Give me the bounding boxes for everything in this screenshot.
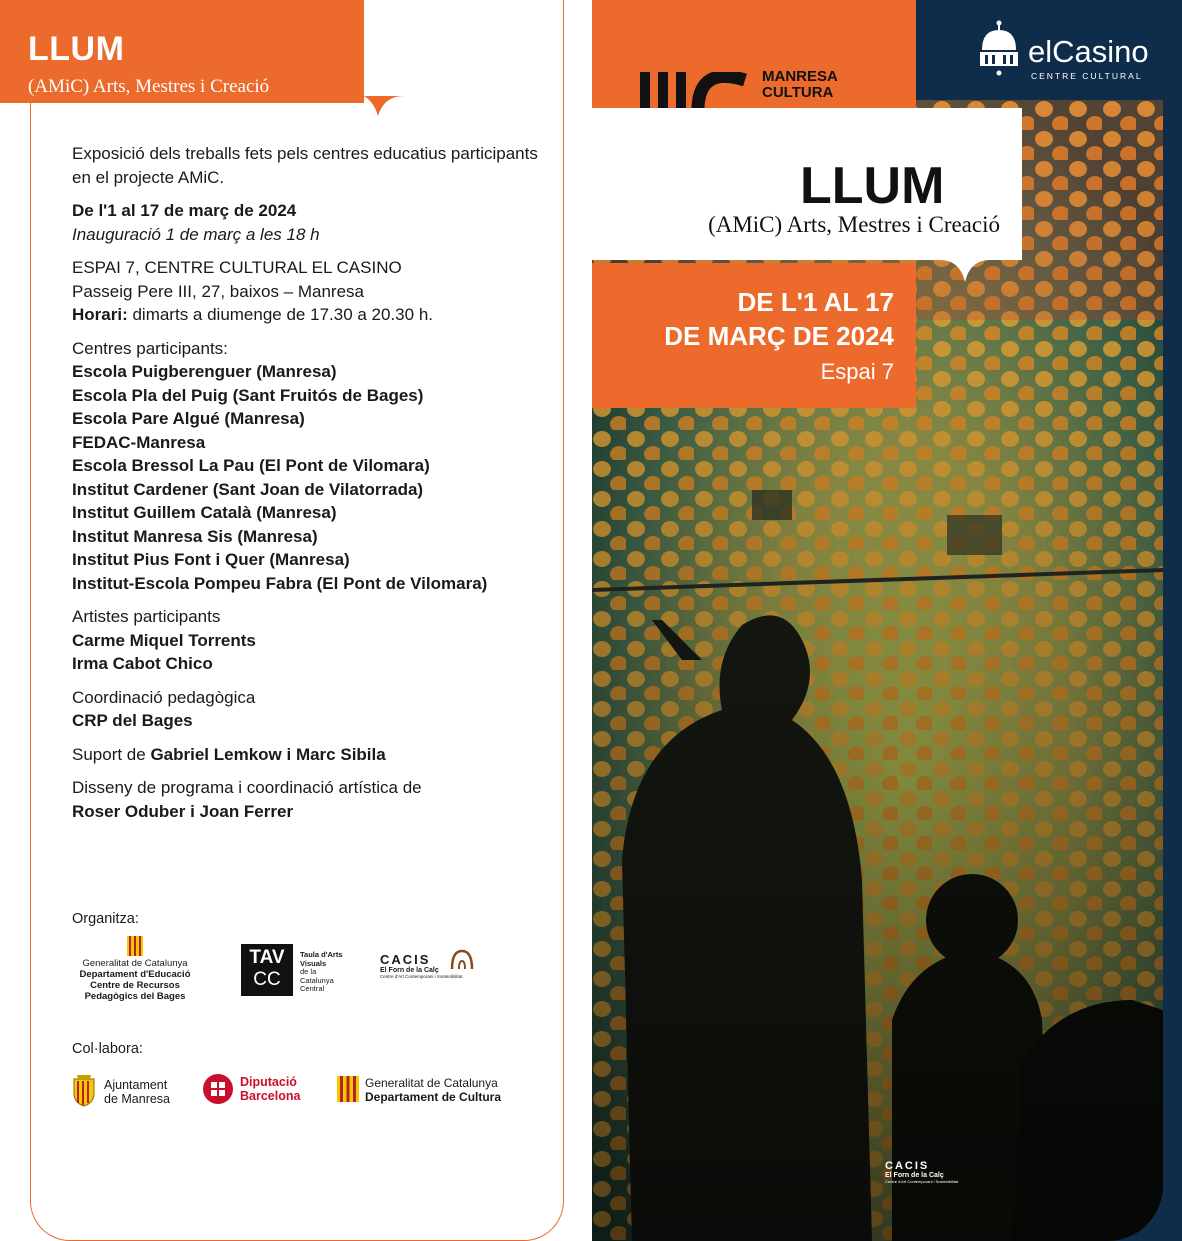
collabora-label: Col·labora: bbox=[72, 1041, 143, 1057]
centre-item: FEDAC-Manresa bbox=[72, 432, 206, 452]
coordination-value: CRP del Bages bbox=[72, 711, 193, 730]
gencat-line: Generalitat de Catalunya bbox=[82, 958, 188, 969]
venue-address: Passeig Pere III, 27, baixos – Manresa bbox=[72, 281, 364, 301]
space-label: Espai 7 bbox=[820, 359, 894, 384]
hours-label: Horari: bbox=[72, 305, 128, 324]
diputacio-line-2: Barcelona bbox=[240, 1089, 301, 1103]
header-notch-ornament bbox=[364, 96, 404, 116]
info-text-block bbox=[72, 142, 552, 833]
left-title: LLUM bbox=[28, 30, 125, 68]
right-title: LLUM bbox=[800, 157, 945, 215]
centre-item: Institut Cardener (Sant Joan de Vilatorrada) bbox=[72, 479, 424, 499]
centre-item: Institut-Escola Pompeu Fabra (El Pont de Vilomara) bbox=[72, 573, 488, 593]
tavcc-line: Catalunya bbox=[300, 975, 334, 985]
tavcc-line: de la bbox=[300, 967, 317, 976]
design-value: Roser Oduber i Joan Ferrer bbox=[72, 801, 294, 821]
senyera-icon bbox=[127, 936, 143, 956]
gencat-cultura-line-2: Departament de Cultura bbox=[365, 1090, 502, 1104]
kiln-icon bbox=[450, 949, 474, 971]
artists-label: Artistes participants bbox=[72, 607, 221, 626]
support-line bbox=[72, 743, 552, 767]
centre-item: Institut Guillem Català (Manresa) bbox=[72, 503, 337, 522]
casino-tagline: CENTRE CULTURAL bbox=[1031, 71, 1143, 81]
cacis-line2: Centre d'Art Contemporani i Sostenibilitat bbox=[380, 974, 463, 979]
centres-list bbox=[72, 360, 552, 595]
dates-text: De l'1 al 17 de març de 2024 bbox=[72, 201, 297, 220]
tavcc-mark-bottom: CC bbox=[253, 969, 281, 990]
centre-item: Institut Manresa Sis (Manresa) bbox=[72, 526, 318, 546]
support-label: Suport de bbox=[72, 744, 151, 764]
inauguration-text: Inauguració 1 de març a les 18 h bbox=[72, 224, 320, 244]
gencat-centre-line: Centre de Recursos bbox=[90, 980, 180, 991]
cacis-line1: El Forn de la Calç bbox=[380, 967, 439, 974]
cacis-name: CACIS bbox=[380, 952, 431, 967]
date-line-2: DE MARÇ DE 2024 bbox=[664, 321, 894, 351]
design-label: Disseny de programa i coordinació artística de bbox=[72, 778, 422, 797]
centre-item: Escola Pla del Puig (Sant Fruitós de Bages) bbox=[72, 385, 424, 405]
cacis-small-logo bbox=[885, 1160, 958, 1184]
senyera-icon bbox=[337, 1076, 359, 1102]
gencat-dept-line: Departament d'Educació bbox=[79, 969, 191, 980]
diputacio-emblem-icon bbox=[202, 1073, 234, 1105]
title-block-notch-ornament bbox=[940, 260, 990, 282]
left-subtitle: (AMiC) Arts, Mestres i Creació bbox=[28, 76, 270, 97]
diputacio-line: Diputació bbox=[240, 1075, 297, 1089]
tavcc-mark-top: TAV bbox=[249, 947, 285, 968]
left-header-banner bbox=[0, 0, 364, 103]
cacis-small-name: CACIS bbox=[885, 1160, 930, 1172]
centre-item: Institut Pius Font i Quer (Manresa) bbox=[72, 550, 350, 569]
gencat-educacio-logo bbox=[72, 936, 198, 1002]
artist-item: Irma Cabot Chico bbox=[72, 654, 213, 673]
cacis-logo bbox=[380, 952, 490, 979]
centres-label: Centres participants: bbox=[72, 338, 228, 358]
centre-item: Escola Pare Algué (Manresa) bbox=[72, 409, 305, 428]
tavcc-logo-mark bbox=[241, 944, 293, 996]
coordination-label: Coordinació pedagògica bbox=[72, 687, 256, 707]
centre-item: Escola Puigberenguer (Manresa) bbox=[72, 362, 337, 381]
ajuntament-line-2: de Manresa bbox=[104, 1092, 171, 1106]
casino-dome-icon bbox=[978, 20, 1020, 76]
tavcc-logo-text bbox=[300, 951, 342, 994]
mc-text-manresa: MANRESA bbox=[762, 68, 838, 85]
venue-name: ESPAI 7, CENTRE CULTURAL EL CASINO bbox=[72, 258, 402, 277]
venue-hours bbox=[72, 303, 552, 327]
ajuntament-line: Ajuntament bbox=[104, 1078, 168, 1092]
support-value: Gabriel Lemkow i Marc Sibila bbox=[150, 744, 386, 764]
artist-item: Carme Miquel Torrents bbox=[72, 630, 256, 650]
centre-item: Escola Bressol La Pau (El Pont de Vilomara) bbox=[72, 456, 430, 475]
tavcc-line: Central bbox=[300, 984, 325, 993]
gencat-cultura-line: Generalitat de Catalunya bbox=[365, 1076, 498, 1090]
organitza-label: Organitza: bbox=[72, 911, 139, 927]
manresa-shield-icon bbox=[70, 1073, 98, 1107]
tavcc-line: Taula d'Arts bbox=[300, 950, 343, 959]
date-line-1: DE L'1 AL 17 bbox=[737, 287, 894, 317]
hours-value: dimarts a diumenge de 17.30 a 20.30 h. bbox=[127, 305, 433, 324]
gencat-centre-line-2: Pedagògics del Bages bbox=[84, 991, 186, 1002]
casino-name: elCasino bbox=[1028, 34, 1149, 69]
cacis-small-line1: El Forn de la Calç bbox=[885, 1172, 944, 1179]
intro-text: Exposició dels treballs fets pels centres educatius participants en el projecte AMiC. bbox=[72, 144, 538, 187]
artists-list bbox=[72, 629, 552, 676]
right-date-block bbox=[592, 263, 916, 408]
cacis-small-line2: Centre d'Art Contemporani i Sostenibilitat bbox=[885, 1179, 959, 1184]
mc-text-cultura: CULTURA bbox=[762, 84, 834, 101]
right-subtitle: (AMiC) Arts, Mestres i Creació bbox=[708, 212, 1000, 237]
tavcc-line: Visuals bbox=[300, 958, 327, 968]
